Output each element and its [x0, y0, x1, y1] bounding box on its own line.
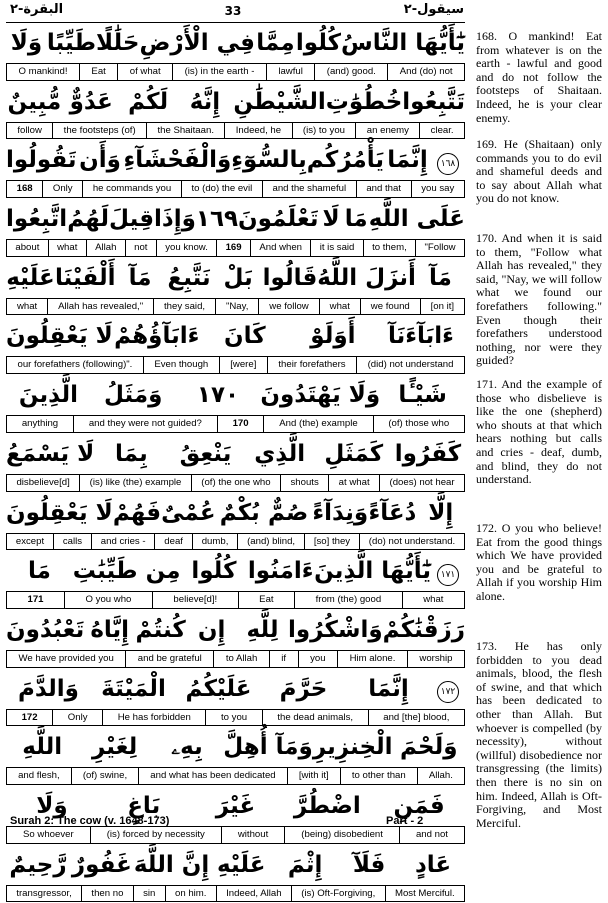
english-gloss: they said,	[153, 299, 215, 315]
arabic-line	[6, 23, 465, 63]
arabic-word: إِنَّمَا	[387, 147, 428, 174]
english-gloss: We have provided you	[6, 651, 125, 667]
english-gloss: (of) those who	[373, 416, 465, 432]
english-gloss-line	[6, 63, 465, 81]
english-gloss: what	[402, 592, 465, 608]
verse-translation-168: 168. O mankind! Eat from whatever is on the earth - lawful and good and do not follow the footsteps of Shaitaan. Indeed, he is your clear enemy.	[476, 29, 602, 125]
english-gloss: deaf	[154, 534, 191, 550]
word-by-word-grid	[6, 22, 465, 903]
arabic-word: كَانَ	[224, 323, 266, 350]
arabic-word: طَيِّبًا	[46, 30, 96, 56]
english-gloss-line	[6, 356, 465, 374]
arabic-word: إِن	[197, 616, 226, 643]
english-gloss: follow	[6, 123, 52, 139]
verse-row	[6, 199, 465, 258]
english-gloss: And (do) not	[387, 64, 465, 80]
english-gloss-line	[6, 591, 465, 609]
english-gloss: (being) disobedient	[284, 827, 399, 843]
english-gloss: shouts	[280, 475, 328, 491]
arabic-word: اللَّهِ	[22, 734, 63, 761]
verse-number-marker	[431, 674, 465, 703]
arabic-word: كُلُوا	[295, 30, 341, 56]
english-gloss-line	[6, 415, 465, 433]
arabic-word: صُمٌّ	[268, 499, 309, 526]
arabic-word: إِثْمَ	[287, 851, 323, 878]
arabic-word: تَقُولُوا	[5, 147, 77, 174]
verse-number-marker	[431, 557, 465, 586]
english-gloss: (of) swine,	[71, 768, 138, 784]
english-gloss: you say	[411, 181, 465, 197]
arabic-word: يَنْعِقُ	[179, 440, 232, 467]
english-gloss: what	[48, 240, 86, 256]
english-gloss: 171	[6, 592, 64, 608]
verse-number-circle: ١٧٢	[437, 681, 459, 703]
verse-row	[6, 375, 465, 434]
english-gloss: transgressor,	[6, 886, 81, 902]
verse-translation-170: 170. And when it is said to them, "Follow what Allah has revealed," they said, "Nay, we will follow what we found our forefathers following." Even though their forefathers understood nothing, nor were they guided?	[476, 231, 602, 368]
english-gloss: dumb,	[192, 534, 237, 550]
arabic-word: وَإِذَا	[154, 206, 196, 233]
english-gloss: 169	[216, 240, 250, 256]
english-gloss: and be grateful	[125, 651, 213, 667]
verse-row	[6, 258, 465, 317]
english-gloss: to them,	[363, 240, 415, 256]
page-number: 33	[224, 4, 242, 18]
english-gloss: and cries -	[91, 534, 155, 550]
arabic-word: أَنزَلَ اللَّهُ	[317, 264, 416, 291]
english-gloss: on him.	[165, 886, 216, 902]
arabic-word: لَا يَعْقِلُونَ	[6, 499, 113, 526]
header-surah-name: البقرة-٢	[10, 2, 64, 17]
arabic-word: وَلَا	[10, 30, 43, 56]
arabic-word: بِمَا	[115, 440, 148, 467]
arabic-word: فِي الْأَرْضِ	[139, 30, 255, 56]
english-gloss: you know.	[156, 240, 216, 256]
english-gloss: Him alone.	[337, 651, 407, 667]
english-gloss: And (the) example	[263, 416, 372, 432]
footer-surah-info: Surah 2: The cow (v. 1648-173)	[10, 815, 170, 827]
english-gloss: clear.	[419, 123, 465, 139]
english-gloss: an enemy	[355, 123, 419, 139]
english-gloss: without	[221, 827, 284, 843]
footer-part: Part - 2	[386, 815, 424, 827]
english-gloss: to you	[205, 710, 261, 726]
english-gloss: and [the] blood,	[368, 710, 465, 726]
page-header	[0, 0, 608, 22]
arabic-word: وَالْفَحْشَآءِ	[123, 147, 232, 174]
verse-row	[6, 669, 465, 728]
arabic-word: وَأَن	[79, 147, 121, 174]
english-gloss: the footsteps (of)	[52, 123, 146, 139]
arabic-word: مَا	[344, 206, 368, 233]
english-gloss: we found	[360, 299, 420, 315]
english-gloss-line	[6, 298, 465, 316]
english-gloss: (is) to you	[292, 123, 356, 139]
english-gloss: So whoever	[6, 827, 90, 843]
english-gloss: at what	[328, 475, 379, 491]
english-gloss-line	[6, 650, 465, 668]
arabic-word: الْخِنزِيرِ	[312, 734, 393, 761]
arabic-word: الَّذِي	[254, 440, 306, 467]
english-gloss: and they were not guided?	[73, 416, 217, 432]
english-gloss: worship	[407, 651, 465, 667]
english-gloss: (does) not hear	[379, 475, 465, 491]
english-gloss: Allah	[86, 240, 125, 256]
english-gloss: and flesh,	[6, 768, 71, 784]
english-gloss: and what has been dedicated	[138, 768, 287, 784]
english-gloss: (is) in the earth -	[172, 64, 266, 80]
english-gloss: to Allah	[213, 651, 268, 667]
arabic-word: يَأْمُرُكُم	[306, 147, 385, 174]
arabic-word: إِلَّا	[428, 499, 454, 526]
english-gloss-line	[6, 885, 465, 903]
arabic-word: لَكُمْ	[128, 88, 169, 115]
verse-row	[6, 23, 465, 82]
english-gloss: Indeed, he	[224, 123, 291, 139]
arabic-word: لَا	[322, 206, 340, 233]
arabic-word: عَلَيْكُمُ	[185, 675, 252, 702]
english-gloss: (is) Oft-Forgiving,	[291, 886, 385, 902]
english-gloss: 172	[6, 710, 52, 726]
arabic-word: إِنَّ اللَّهَ	[133, 851, 210, 878]
english-gloss: it is said	[310, 240, 362, 256]
english-gloss: about	[6, 240, 48, 256]
arabic-line	[6, 316, 465, 356]
english-gloss: believe[d]!	[152, 592, 238, 608]
arabic-word: عُمْىٌ	[161, 499, 216, 526]
verse-row	[6, 140, 465, 199]
english-gloss: "Nay,	[215, 299, 258, 315]
english-gloss: he commands you	[82, 181, 181, 197]
english-gloss: Even though	[143, 357, 219, 373]
verse-number-marker	[431, 146, 465, 175]
arabic-word: دُعَآءً	[368, 499, 417, 526]
arabic-word: خُطُوَٰتِ	[325, 88, 403, 115]
english-gloss: what	[319, 299, 360, 315]
english-gloss: [with it]	[287, 768, 340, 784]
english-gloss: Allah has revealed,"	[47, 299, 153, 315]
arabic-word: بِالسُّوٓءِ	[231, 147, 307, 174]
english-gloss: their forefathers	[267, 357, 356, 373]
verse-translation-169: 169. He (Shaitaan) only commands you to do evil and shameful deeds and to say about Allah what you do not know.	[476, 137, 602, 206]
arabic-line	[6, 434, 465, 474]
arabic-line	[6, 140, 465, 180]
arabic-word: مَآ	[429, 264, 452, 291]
arabic-word: عَلَيْهِ	[6, 264, 55, 291]
english-gloss: [were]	[219, 357, 267, 373]
verse-translation-171: 171. And the example of those who disbelieve is like the one (shepherd) who shouts at that which hears nothing but calls and cries - deaf, dumb, and blind, they do not understand.	[476, 377, 602, 487]
arabic-word: وَلَحْمَ	[400, 734, 458, 761]
english-gloss: (do) not understand.	[359, 534, 465, 550]
arabic-word: رَّحِيمٌ	[9, 851, 67, 878]
arabic-word: ١٧٠	[196, 382, 240, 409]
arabic-line	[6, 199, 465, 239]
arabic-word: تَتَّبِعُوا	[402, 88, 465, 115]
arabic-word: كَمَثَلِ	[324, 440, 384, 467]
arabic-line	[6, 258, 465, 298]
english-gloss: (of) the one who	[191, 475, 280, 491]
arabic-line	[6, 727, 465, 767]
arabic-word: بَلْ	[223, 264, 253, 291]
english-gloss: not	[125, 240, 156, 256]
arabic-word: تَعْبُدُونَ	[6, 616, 85, 643]
arabic-word: اتَّبِعُوا	[5, 206, 68, 233]
arabic-word: قَالُوا	[262, 264, 318, 291]
english-gloss: calls	[53, 534, 91, 550]
english-gloss-line	[6, 239, 465, 257]
arabic-word: وَمَآ أُهِلَّ	[223, 734, 313, 761]
arabic-word: وَالدَّمَ	[18, 675, 79, 702]
english-gloss: then no	[81, 886, 133, 902]
english-gloss: Allah.	[417, 768, 465, 784]
arabic-line	[6, 493, 465, 533]
english-gloss: (is) forced by necessity	[90, 827, 221, 843]
verse-row	[6, 434, 465, 493]
arabic-word: أَوَلَوْ	[310, 323, 356, 350]
arabic-word: عَدُوٌّ	[69, 88, 113, 115]
english-gloss: lawful	[266, 64, 314, 80]
verse-number-circle: ١٦٨	[437, 153, 459, 175]
arabic-word: وَاشْكُرُوا	[287, 616, 383, 643]
english-gloss: Indeed, Allah	[216, 886, 291, 902]
english-gloss: and not	[399, 827, 465, 843]
arabic-word: إِيَّاهُ	[90, 616, 130, 643]
english-gloss: O you who	[64, 592, 152, 608]
arabic-word: الْمَيْتَةَ	[101, 675, 166, 702]
arabic-word: ١٦٩	[195, 206, 239, 233]
arabic-word: غَيْرَ	[215, 792, 256, 819]
header-juz-name: سيقول-٢	[403, 2, 464, 17]
arabic-word: قِيلَ	[109, 206, 155, 233]
english-gloss: "Follow	[415, 240, 465, 256]
verse-row	[6, 727, 465, 786]
arabic-word: كَفَرُوا	[394, 440, 462, 467]
english-gloss: from (the) good	[294, 592, 402, 608]
arabic-word: تَعْلَمُونَ	[238, 206, 319, 233]
english-gloss-line	[6, 122, 465, 140]
arabic-word: وَلَا	[36, 792, 68, 819]
arabic-word: وَمَثَلُ	[103, 382, 163, 409]
arabic-word: مِن طَيِّبَٰتِ	[72, 558, 181, 585]
arabic-word: لِلَّهِ	[246, 616, 279, 643]
arabic-word: إِنَّهُ	[189, 88, 221, 115]
english-gloss: (is) like (the) example	[79, 475, 191, 491]
arabic-word: وَلَا يَهْتَدُونَ	[260, 382, 381, 409]
verse-row	[6, 82, 465, 141]
english-gloss: to other than	[340, 768, 417, 784]
verse-row	[6, 610, 465, 669]
english-gloss-line	[6, 474, 465, 492]
arabic-word: بِهِۦ	[171, 734, 203, 761]
arabic-word: مَآ	[128, 264, 152, 291]
english-gloss-line	[6, 767, 465, 785]
english-gloss-line	[6, 533, 465, 551]
arabic-word: ءَابَآءَنَآ	[387, 323, 454, 350]
english-gloss: (and) blind,	[237, 534, 304, 550]
english-gloss-line	[6, 180, 465, 198]
page-footer	[6, 815, 465, 831]
arabic-word: مِمَّا	[256, 30, 295, 56]
arabic-word: الشَّيْطَٰنِ	[233, 88, 326, 115]
arabic-word: يَٰٓأَيُّهَا النَّاسُ	[340, 30, 465, 56]
arabic-line	[6, 82, 465, 122]
arabic-word: أَلْفَيْنَا	[55, 264, 116, 291]
english-gloss: Most Merciful.	[385, 886, 465, 902]
english-gloss: except	[6, 534, 53, 550]
english-gloss: He has forbidden	[102, 710, 205, 726]
english-gloss: if	[269, 651, 298, 667]
arabic-word: لَهُمُ	[67, 206, 110, 233]
arabic-word: كُلُوا	[191, 558, 237, 585]
english-gloss: the dead animals,	[262, 710, 368, 726]
english-gloss: O mankind!	[6, 64, 79, 80]
arabic-word: فَلَآ	[352, 851, 386, 878]
arabic-word: مَا	[27, 558, 51, 585]
verse-translation-172: 172. O you who believe! Eat from the good things which We have provided you and be grateful to Allah if you worship Him alone.	[476, 521, 602, 603]
arabic-word: ءَابَآؤُهُمْ	[114, 323, 200, 350]
english-gloss: Only	[52, 710, 102, 726]
arabic-word: إِنَّمَا	[368, 675, 409, 702]
arabic-line	[6, 551, 465, 591]
arabic-line	[6, 375, 465, 415]
english-gloss: Only	[42, 181, 82, 197]
arabic-word: كُنتُمْ	[135, 616, 186, 643]
english-gloss: [so] they	[304, 534, 359, 550]
arabic-word: حَرَّمَ	[279, 675, 328, 702]
arabic-word: بُكْمٌ	[219, 499, 260, 526]
arabic-word: لِغَيْرِ	[91, 734, 138, 761]
english-gloss: Eat	[238, 592, 294, 608]
arabic-word: اضْطُرَّ	[293, 792, 361, 819]
arabic-word: وَنِدَآءً	[312, 499, 369, 526]
english-gloss: 170	[217, 416, 264, 432]
arabic-word: فَمَنِ	[393, 792, 445, 819]
arabic-line	[6, 669, 465, 709]
verse-row	[6, 493, 465, 552]
english-gloss: we follow	[258, 299, 318, 315]
arabic-word: رَزَقْنَٰكُمْ	[382, 616, 465, 643]
arabic-word: شَيْـًٔا	[398, 382, 447, 409]
english-gloss: sin	[133, 886, 165, 902]
arabic-word: مُّبِينٌ	[7, 88, 62, 115]
arabic-word: عَلَيْهِ	[217, 851, 266, 878]
english-gloss: And when	[250, 240, 310, 256]
arabic-word: عَادٍ	[414, 851, 452, 878]
verse-row	[6, 845, 465, 903]
verse-translation-173: 173. He has only forbidden to you dead animals, blood, the flesh of swine, and that which has been dedicated to other than Allah. But whoever is compelled (by necessity), without (willful) disobedience nor transgressing (the limits) then there is no sin on him. Indeed, Allah is Oft-Forgiving, and Most Merciful.	[476, 639, 602, 830]
arabic-word: بَاغٍ	[127, 792, 161, 819]
english-gloss: 168	[6, 181, 42, 197]
english-gloss: the Shaitaan.	[146, 123, 224, 139]
arabic-word: لَا يَعْقِلُونَ	[6, 323, 113, 350]
arabic-word: ءَامَنُوا	[247, 558, 314, 585]
english-gloss: and the shameful	[262, 181, 356, 197]
english-gloss: (did) not understand	[356, 357, 465, 373]
verse-number-circle: ١٧١	[437, 564, 459, 586]
english-gloss-line	[6, 709, 465, 727]
arabic-line	[6, 845, 465, 885]
arabic-word: لَا يَسْمَعُ	[5, 440, 95, 467]
english-gloss: our forefathers (following)".	[6, 357, 143, 373]
english-gloss: to (do) the evil	[181, 181, 262, 197]
verse-row	[6, 551, 465, 610]
arabic-line	[6, 610, 465, 650]
english-gloss: of what	[117, 64, 172, 80]
arabic-word: فَهُمْ	[112, 499, 162, 526]
english-gloss: anything	[6, 416, 73, 432]
english-gloss: and that	[356, 181, 411, 197]
arabic-word: غَفُورٌ	[71, 851, 132, 878]
arabic-word: نَتَّبِعُ	[167, 264, 211, 291]
english-gloss: Eat	[79, 64, 117, 80]
arabic-word: الَّذِينَ	[18, 382, 78, 409]
english-gloss: disbelieve[d]	[6, 475, 79, 491]
english-gloss: you	[298, 651, 337, 667]
arabic-word: عَلَى اللَّهِ	[368, 206, 465, 233]
verse-row	[6, 316, 465, 375]
english-gloss: (and) good.	[314, 64, 387, 80]
arabic-word: يَٰٓأَيُّهَا الَّذِينَ	[314, 558, 431, 585]
english-gloss: [on it]	[420, 299, 465, 315]
english-gloss: what	[6, 299, 47, 315]
arabic-word: حَلَٰلًا	[96, 30, 140, 56]
